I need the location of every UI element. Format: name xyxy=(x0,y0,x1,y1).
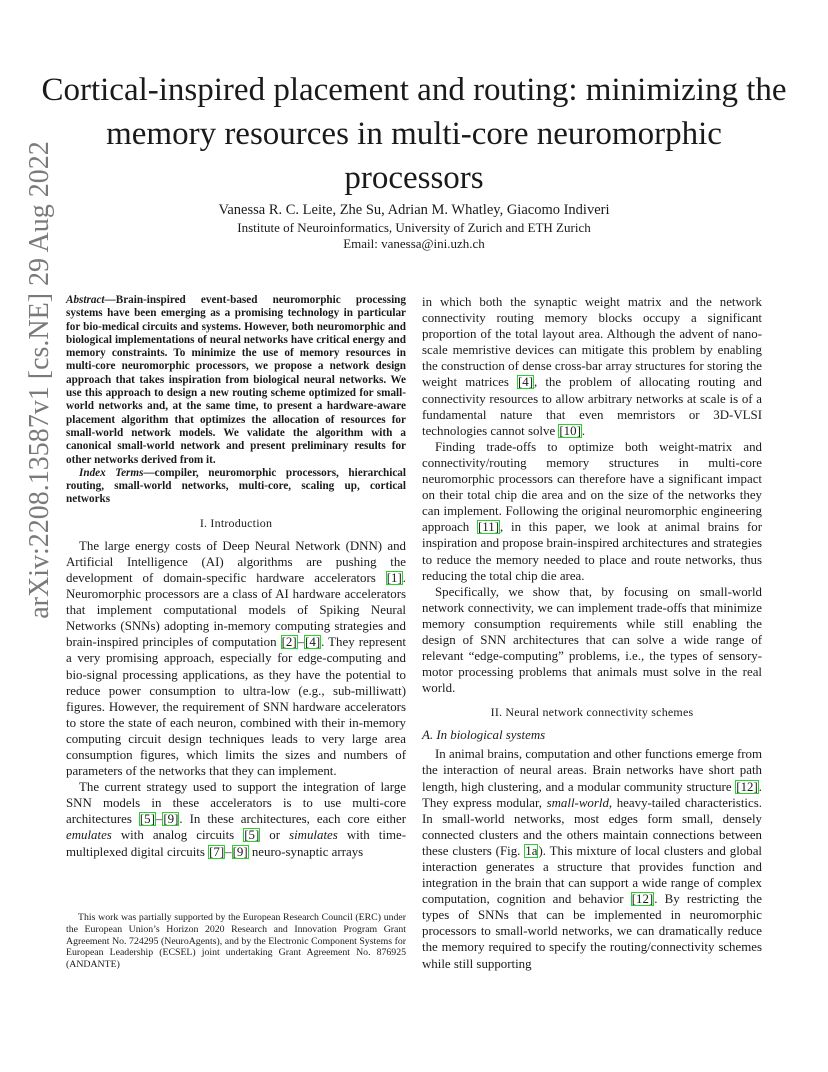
text-run: The large energy costs of Deep Neural Network (DNN) and Artificial Intelligence (AI) algorithms are pushing the development of domain-specific hardware accelerators xyxy=(66,538,406,585)
citation-link[interactable]: [12] xyxy=(736,779,758,794)
right-column xyxy=(422,294,762,972)
index-terms-label: Index Terms xyxy=(79,466,144,479)
affiliation: Institute of Neuroinformatics, University of Zurich and ETH Zurich xyxy=(237,220,591,235)
emphasis: simulates xyxy=(289,828,338,843)
section-heading-introduction: I. Introduction xyxy=(199,515,273,530)
intro-paragraph-2 xyxy=(66,779,406,859)
citation-link[interactable]: [9] xyxy=(232,844,248,859)
text-run: in which both the synaptic weight matrix and the network connectivity routing memory blocks occupy a significant proportion of the total layout area. Although the advent of nano-scale memristive devices can mitigate this problem by enabling the construction of dense cross-bar array structures for storing the weight matrices xyxy=(422,295,762,390)
index-terms xyxy=(66,467,406,507)
author-list: Vanessa R. C. Leite, Zhe Su, Adrian M. Whatley, Giacomo Indiveri xyxy=(218,202,610,218)
citation-link[interactable]: [9] xyxy=(163,812,179,827)
text-run: . They express modular, xyxy=(422,779,762,810)
text-run: with time-multiplexed digital circuits xyxy=(66,828,406,859)
text-run: , heavy-tailed characteristics. In small-world networks, most edges form small, densely connected clusters and the others maintain connections between these clusters (Fig. xyxy=(422,795,762,858)
funding-footnote: This work was partially supported by the European Research Council (ERC) under the European Union’s Horizon 2020 Research and Innovation Program Grant Agreement No. 724295 (NeuroAgents), and by the Electronic Component Systems for European Leadership (ECSEL) joint undertaking Grant Agreement No. 876925 (ANDANTE) xyxy=(66,912,406,971)
abstract-text: —Brain-inspired event-based neuromorphic processing systems have been emerging as a promising technology in particular for bio-medical circuits and systems. However, both neuromorphic and biological implementations of neural networks have critical energy and memory constraints. To minimize the use of memory resources in multi-core neuromorphic processors, we propose a network design approach that takes inspiration from biological neural networks. We use this approach to design a new routing scheme optimized for small-world networks and, at the same time, to present a hardware-aware placement algorithm that optimizes the allocation of resources for small-world network models. We validate the algorithm with a canonical small-world network and present preliminary results for other networks derived from it. xyxy=(66,294,406,466)
subsection-heading: A. In biological systems xyxy=(422,728,546,743)
citation-link[interactable]: [5] xyxy=(244,828,260,843)
abstract xyxy=(66,294,406,467)
contact-email: Email: vanessa@ini.uzh.ch xyxy=(343,236,485,251)
citation-link[interactable]: [1] xyxy=(386,570,402,585)
text-run: ). This mixture of local clusters and global interaction generates a structure that provides function and integration in the brain that can support a wide range of complex computation, cognition and behavior xyxy=(422,843,762,907)
text-run: . Neuromorphic processors are a class of AI hardware accelerators that implement computational models of Spiking Neural Networks (SNNs) adopting in-memory computing strategies and brain-inspired principles of computation xyxy=(66,570,406,650)
citation-link[interactable]: [12] xyxy=(631,892,654,907)
text-run: . By restricting the types of SNNs that can be implemented in neuromorphic processors to small-world networks, we can dramatically reduce the memory required to specify the routing/connectivity schemes while still supporting xyxy=(422,892,762,971)
text-run: The current strategy used to support the integration of large SNN models in these accelerators is to use multi-core architectures xyxy=(66,780,406,827)
arxiv-identifier: arXiv:2208.13587v1 [cs.NE] 29 Aug 2022 xyxy=(24,141,55,619)
body-paragraph xyxy=(422,439,762,584)
left-column xyxy=(66,294,406,860)
index-terms-text: —compiler, neuromorphic processors, hierarchical routing, small-world networks, multi-core, scaling up, cortical networks xyxy=(66,466,406,506)
citation-link[interactable]: [5] xyxy=(139,812,155,827)
citation-link[interactable]: [4] xyxy=(305,635,321,650)
citation-link[interactable]: [7] xyxy=(209,844,225,859)
abstract-label: Abstract xyxy=(66,294,105,306)
text-run: . In these architectures, each core either xyxy=(179,812,406,827)
text-run: . They represent a very promising approach, especially for edge-computing and bio-signal processing applications, as they have the potential to reduce power consumption to ultra-low (e.g., sub-milliwatt) figures. However, the requirement of SNN hardware accelerators to store the state of each neuron, combined with their in-memory computing circuit design techniques leads to very large area consumption figures, which limits the sizes and numbers of parameters of the networks that they can implement. xyxy=(66,635,406,779)
figure-link[interactable]: 1a xyxy=(525,843,538,858)
text-run: , the problem of allocating routing and connectivity resources to allow arbitrary networks at scale is of a fundamental nature that even memristors or 3D-VLSI technologies cannot solve xyxy=(422,375,762,438)
citation-link[interactable]: [4] xyxy=(517,375,533,390)
section-heading-connectivity: II. Neural network connectivity schemes xyxy=(490,705,694,720)
text-run: or xyxy=(260,828,290,843)
body-paragraph-continued xyxy=(422,294,762,439)
body-paragraph xyxy=(422,746,762,971)
text-run: – xyxy=(297,635,305,650)
text-run: . xyxy=(581,423,586,438)
paper-title: Cortical-inspired placement and routing: minimizing the memory resources in multi-core neuromorphic processors xyxy=(41,72,787,196)
citation-link[interactable]: [10] xyxy=(559,423,581,438)
text-run: with analog circuits xyxy=(111,828,244,843)
text-run: – xyxy=(225,844,232,859)
citation-link[interactable]: [2] xyxy=(281,635,297,650)
text-run: – xyxy=(155,812,163,827)
body-paragraph: Specifically, we show that, by focusing on small-world network connectivity, we can implement trade-offs that minimize memory consumption requirements while still enabling the design of SNN architectures that can solve a wide range of relevant “edge-computing” problems, i.e., the types of sensory-motor processing problems that animals must solve in the real world. xyxy=(422,584,762,696)
text-run: neuro-synaptic arrays xyxy=(248,844,364,859)
emphasis: small-world xyxy=(546,795,609,810)
text-run: Finding trade-offs to optimize both weight-matrix and connectivity/routing memory structures in multi-core neuromorphic processors can therefore have a significant impact on their total chip die area and on the size of the networks they can implement. Following the original neuromorphic engineering approach xyxy=(422,439,762,535)
intro-paragraph-1 xyxy=(66,538,406,779)
emphasis: emulates xyxy=(66,828,112,843)
text-run: In animal brains, computation and other functions emerge from the interaction of neural areas. Brain networks have short path length, high clustering, and a modular community structure xyxy=(422,747,762,794)
text-run: , in this paper, we look at animal brains for inspiration and propose brain-inspired architectures and strategies to reduce the memory needed to place and route networks, thus reducing the total chip die area. xyxy=(422,520,762,583)
citation-link[interactable]: [11] xyxy=(478,520,500,535)
